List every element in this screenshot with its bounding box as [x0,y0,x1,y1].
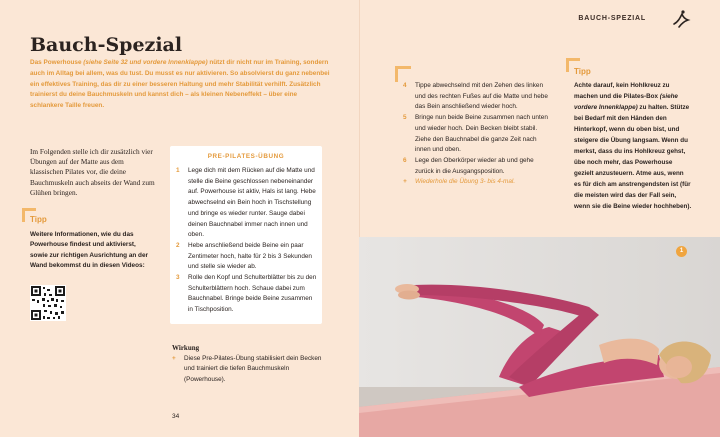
list-item: 3 Rolle den Kopf und Schulterblätter bis zu den Schulterblättern hoch. Schaue dabei zum Bauchnabel. Bringe beide Beine zusammen in Tischposition. [176,274,317,314]
pilates-logo-icon [670,8,692,30]
lead-text: Im Folgenden stelle ich dir zusätzlich vier Übungen auf der Matte aus dem klassischen Pilates vor, die deine Bauchmuskeln auch abseits der Wand zum Glühen bringen. [30,147,155,197]
list-item: 4 Tippe abwechselnd mit den Zehen des linken und des rechten Fußes auf die Matte und hebe das Bein anschließend wieder hoch. [403,82,548,111]
exercise-steps [176,166,318,316]
exercise-steps-continued [403,81,553,188]
tip-label: Tipp [30,215,47,224]
list-item: 1 Lege dich mit dem Rücken auf die Matte und stelle die Beine geschlossen nebeneinander auf. Powerhouse ist aktiv, Hals ist lang. Hebe abwechselnd ein Bein hoch in Tischstellung und bringe es wieder runter. Sauge dabei deinen Bauchnabel immer nach innen und oben. [176,167,316,239]
qr-code-icon[interactable] [30,285,66,321]
list-item: 5 Bringe nun beide Beine zusammen nach unten und wieder hoch. Dein Becken bleibt stabil. Ziehe den Bauchnabel die ganze Zeit nach innen und oben. [403,114,548,154]
tip-text: Weitere Informationen, wie du das Powerhouse findest und aktivierst, sowie zur richtigen Ausrichtung an der Wand bekommst du in diesen Videos: [30,231,149,270]
list-item: 2 Hebe anschließend beide Beine ein paar Zentimeter hoch, halte für 2 bis 3 Sekunden und stelle sie wieder ab. [176,241,312,271]
page-title: Bauch-Spezial [30,34,183,56]
effect-text: + Diese Pre-Pilates-Übung stabilisiert dein Becken und trainiert die tiefen Bauchmuskeln (Powerhouse). [172,354,322,385]
intro-text: Das Powerhouse (siehe Seite 32 und vordere Innenklappe) nützt dir nicht nur im Training, sondern auch im Alltag bei allem, was du tust. Du musst es nur aktivieren. So absolvierst du ganz nebenbei ein effektives Training, das dir zu einer besseren Haltung und mehr Stabilität verhilft. Zusätzlich trainierst du deine Bauchmuskeln und kannst dich – als kleinen Nebeneffekt – über eine schlankere Taille freuen. [30,59,330,110]
exercise-title: PRE-PILATES-ÜBUNG [207,153,285,160]
list-item: 6 Lege den Oberkörper wieder ab und gehe zurück in die Ausgangsposition. [403,156,534,175]
intro-reference: (siehe Seite 32 und vordere Innenklappe) [83,59,208,66]
section-header: BAUCH-SPEZIAL [578,15,646,22]
page-number: 34 [172,413,180,420]
plus-icon: + [172,355,176,362]
repeat-note: + Wiederhole die Übung 3- bis 4-mal. [403,177,553,188]
photo-step-badge: 1 [676,246,687,257]
plus-icon: + [403,178,407,186]
tip-label-right: Tipp [574,67,591,76]
exercise-card [170,146,322,324]
effect-heading: Wirkung [172,344,200,352]
exercise-photo [359,237,720,437]
tip-reference: (siehe vordere Innenklappe) [574,93,678,111]
steps-corner-mark [395,66,411,82]
tip-text-right: Achte darauf, kein Hohlkreuz zu machen und die Pilates-Box (siehe vordere Innenklappe) zu halten. Stütze bei Bedarf mit den Händen den Hinterkopf, wenn du oben bist, und steigere die Übung langsam. Wenn du merkst, dass du ins Hohlkreuz gehst, übe noch mehr, das Powerhouse gezielt anzusteuern. Atme aus, wenn es für dich am anstrengendsten ist (für die meisten wird das der Fall sein, wenn sie die Beine wieder hochheben). [574,82,692,210]
